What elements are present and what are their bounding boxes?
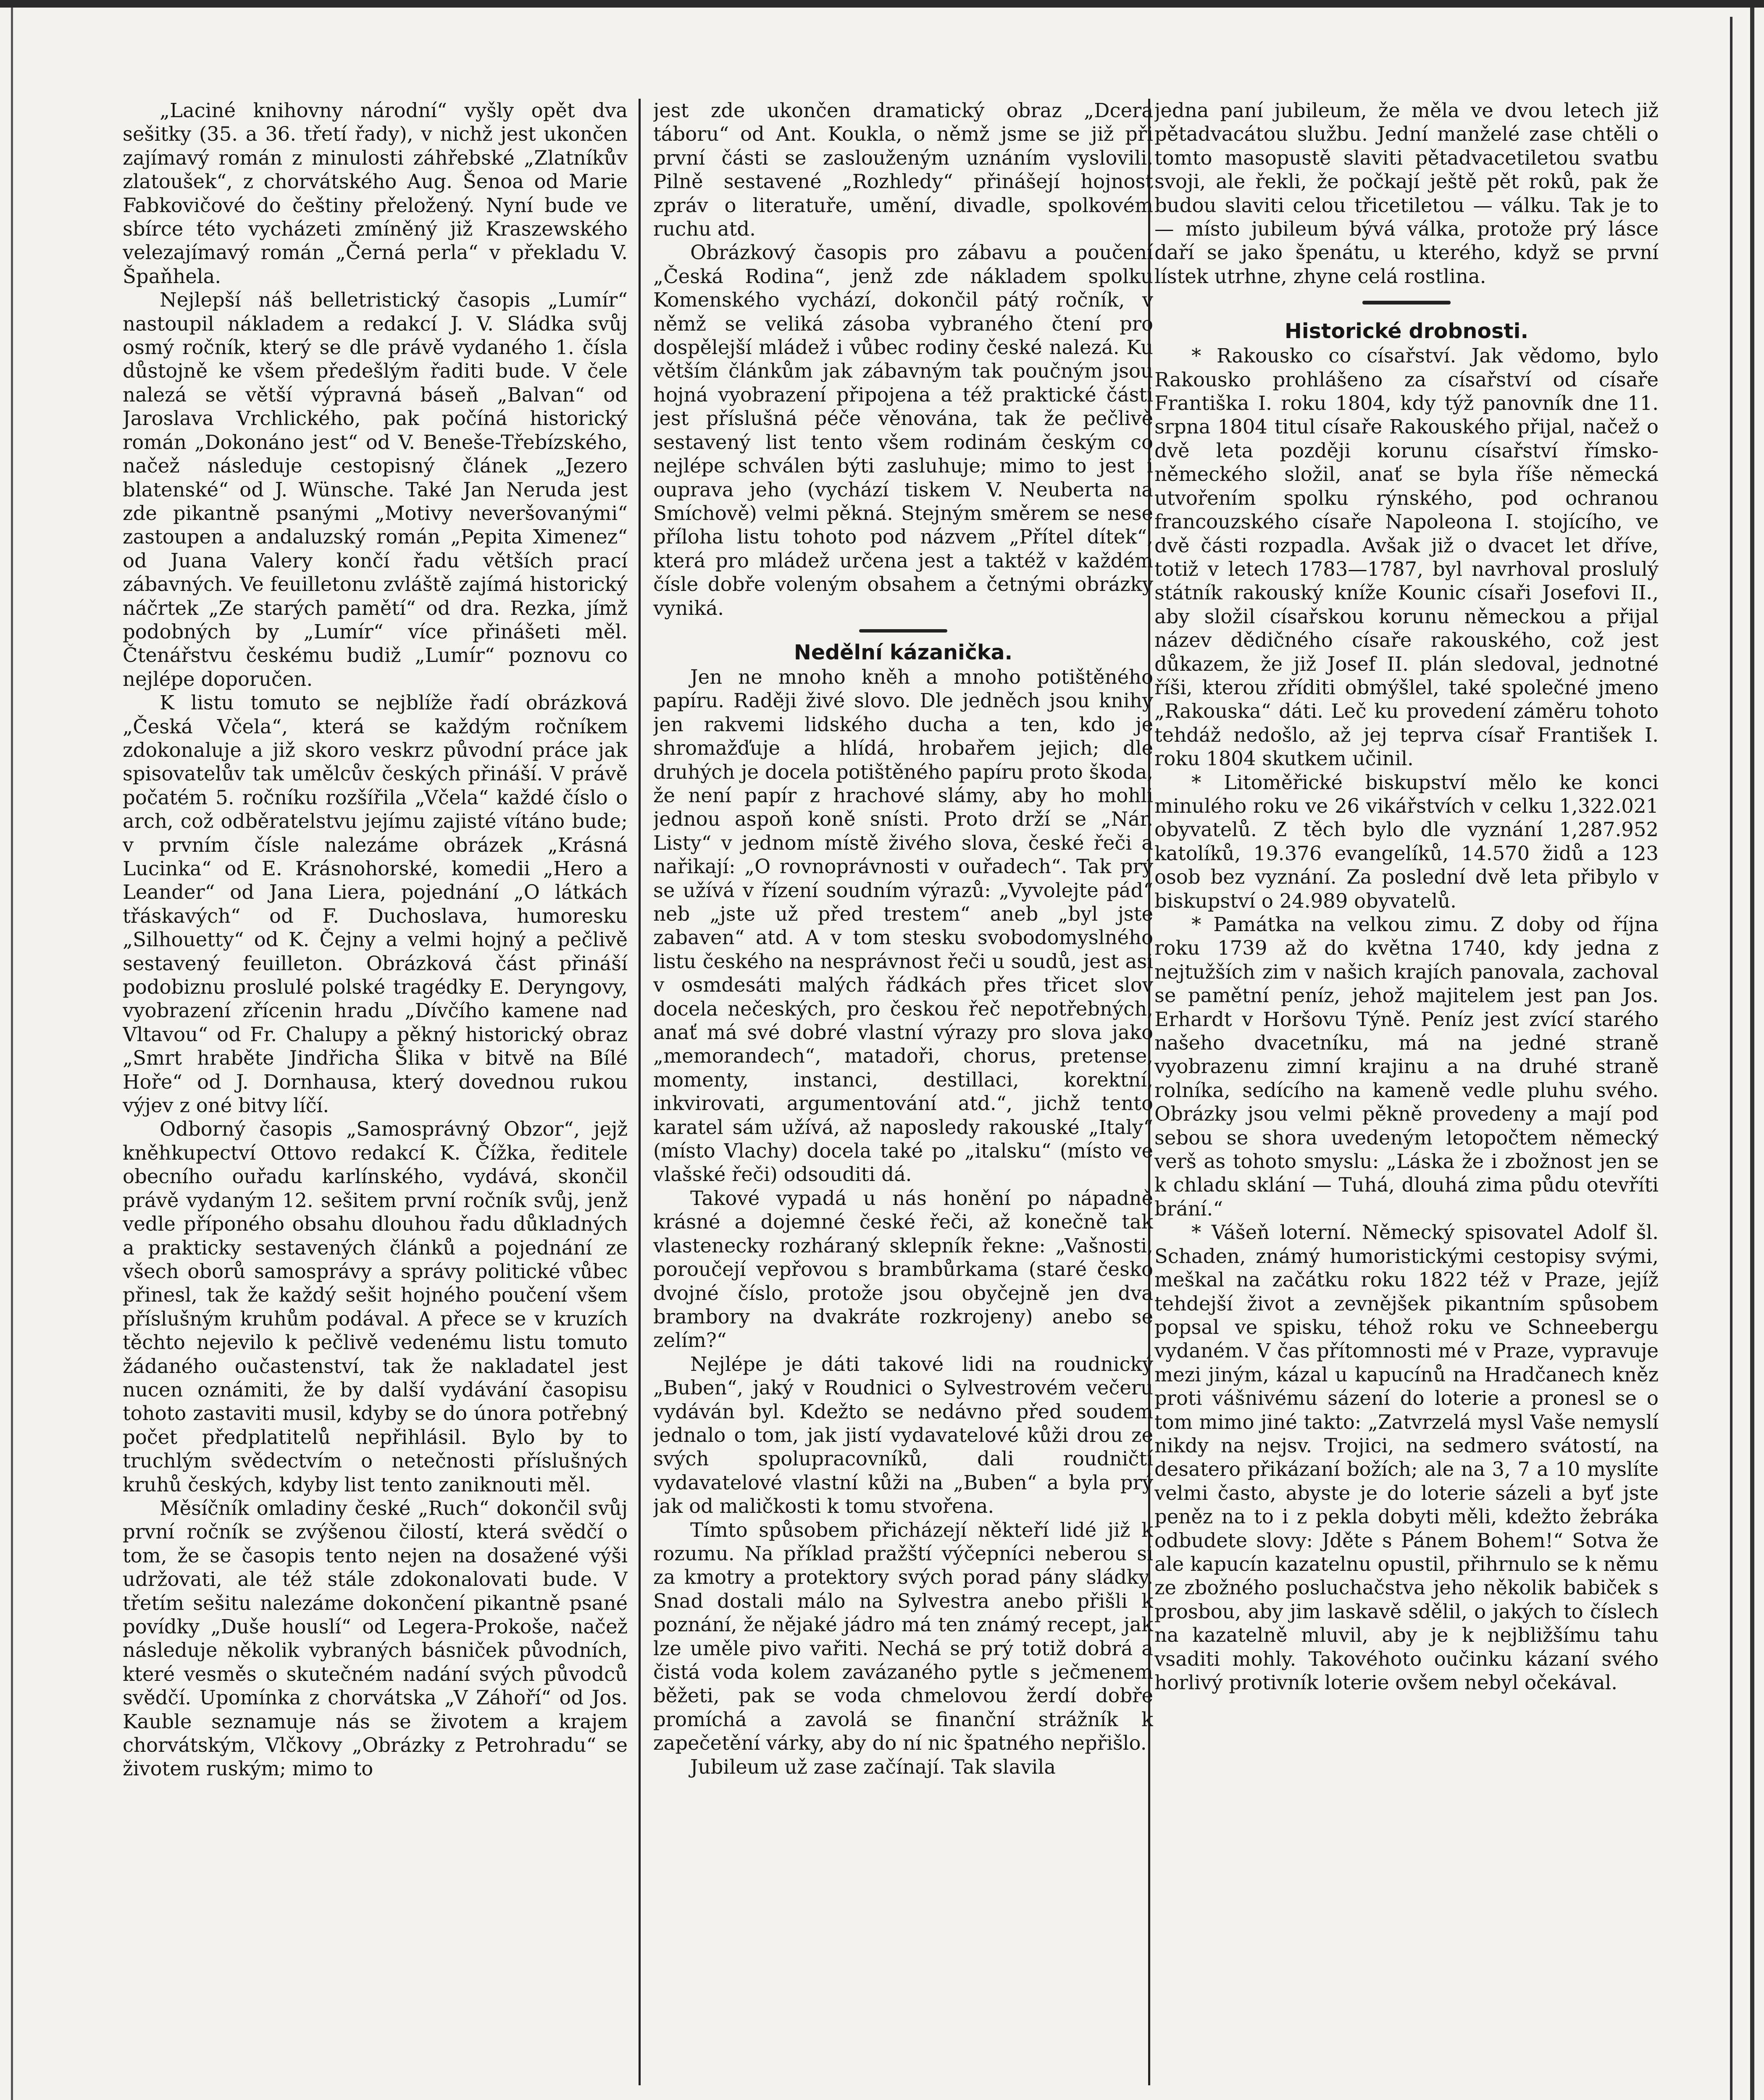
section-separator — [859, 629, 947, 633]
paragraph-kazanicka-4: Tímto spůsobem přicházejí někteří lidé již k rozumu. Na příklad pražští výčepníci neberou si za kmotry a protektory svých porad pány sládky. Snad dostali málo na Sylvestra anebo přišli k poznání, že nějaké jádro má ten známý recept, jak lze uměle pivo vařiti. Nechá se prý totiž dobrá a čistá voda kolem zavázaného pytle s ječmenem běžeti, pak se voda chmelovou žerdí dobře promíchá a zavolá se finanční strážník k zapečetění várky, aby do ní nic špatného nepřišlo. — [653, 1518, 1153, 1755]
top-edge-rule — [0, 0, 1764, 8]
paragraph-kazanicka-5: Jubileum už zase začínají. Tak slavila — [690, 1755, 1056, 1778]
paragraph-vasen-loterni: * Vášeň loterní. Německý spisovatel Adolf šl. Schaden, známý humoristickými cestopisy svými, meškal na začátku roku 1822 též v Praze, jejíž tehdejší život a zevnějšek pikantním spůsobem popsal ve spisku, téhož roku ve Schneebergu vydaném. V čas přítomnosti mé v Praze, vypravuje mezi jiným, kázal u kapucínů na Hradčanech kněz proti vášnivému sázení do loterie a pronesl se o tom mimo jiné takto: „Zatvrzelá mysl Vaše nemyslí nikdy na nejsv. Trojici, na sedmero svátostí, na desatero přikázaní božích; ale na 3, 7 a 10 myslíte velmi často, abyste je do loterie sázeli a byť jste peněz na to i z pekla dobyti měli, kdežto žebráka odbudete slovy: Jděte s Pánem Bohem!“ Sotva že ale kapucín kazatelnu opustil, přihrnulo se k němu ze zbožného posluchačstva jeho několik babiček s prosbou, aby jim laskavě sdělil, o jakých to číslech na kazatelně mluvil, aby je k nejbližšímu tahu vsaditi mohly. Takovéhoto oučinku kázaní svého horlivý protivník loterie ovšem nebyl očekával. — [1154, 1221, 1659, 1694]
column-3 — [1154, 99, 1659, 2100]
paragraph-kazanicka-2: Takové vypadá u nás honění po nápadně krásné a dojemné české řeči, až konečně tak vlastenecky rozhárаný sklepník řekne: „Vašnosti, poroučejí vepřovou s brambůrkama (staré česko dvojné číslo, protože jsou obyčejně jen dva brambory na dvakráte rozkrojeny) anebo se zelím?“ — [653, 1186, 1153, 1352]
paragraph-ruch: Měsíčník omladiny české „Ruch“ dokončil svůj první ročník se zvýšenou čilostí, která svědčí o tom, že se časopis tento nejen na dosažené výši udržovati, ale též stále zdokonalovati bude. V třetím sešitu nalezáme dokončení pikantně psané povídky „Duše houslí“ od Legera-Prokoše, načež následuje několik vybraných básniček původních, které vesměs o skutečném nadání svých původců svědčí. Upomínka z chorvátska „V Záhoří“ od Jos. Kauble seznamuje nás se životem a krajem chorvátským, Vlčkovy „Obrázky z Petrohradu“ se životem ruským; mimo to — [123, 1496, 628, 1780]
paragraph-ceska-rodina: Obrázkový časopis pro zábavu a poučení „Česká Rodina“, jenž zde nákladem spolku Komenského vychází, dokončil pátý ročník, v němž se veliká zásoba vybraného čtení pro dospělejší mládež i vůbec rodiny české nalezá. Ku větším článkům jak zábavným tak poučným jsou hojná vyobrazení připojena a též praktické části jest příslušná péče věnována, tak že pečlivě sestavený list tento všem rodinám českým co nejlépe schválen býti zasluhuje; mimo to jest i oupravа jeho (vychází tiskem V. Neuberta na Smíchově) velmi pěkná. Stejným směrem se nese příloha listu tohoto pod názvem „Přítel dítek“, která pro mládež určena jest a taktéž v každém čísle dobře voleným obsahem a četnými obrázky vyniká. — [653, 241, 1153, 620]
paragraph-dcera-taboru: jest zde ukončen dramatický obraz „Dcera táboru“ od Ant. Koukla, o němž jsme se již při první části se zaslouženým uznáním vyslovili. Pilně sestavené „Rozhledy“ přinášejí hojnost zpráv o literatuře, umění, divadle, spolkovém ruchu atd. — [653, 99, 1153, 241]
section-heading-historicke-drobnosti: Historické drobnosti. — [1284, 319, 1529, 344]
column-divider-1 — [639, 99, 641, 2085]
right-margin-rule — [1730, 17, 1732, 2100]
column-2 — [653, 99, 1153, 2100]
paragraph-jubileum: jedna paní jubileum, že měla ve dvou letech již pětadvacátou službu. Jední manželé zase chtěli o tomto masopustě slaviti pětadvacetiletou svatbu svoji, ale řekli, že počkají ještě pět roků, pak že budou slaviti celou třicetiletou — válku. Tak je to — místo jubileum bývá válka, protože prý lásce daří se jako špenátu, u kterého, když se první lístek utrhne, zhyne celá rostlina. — [1154, 99, 1659, 288]
paragraph-litomericke-biskupstvi: * Litoměřické biskupství mělo ke konci minulého roku ve 26 vikářstvích v celku 1,322.021 obyvatelů. Z těch bylo dle vyznání 1,287.952 katolíků, 19.376 evangelíků, 14.570 židů a 123 osob bez vyznání. Za poslední dvě leta přibylo v biskupství o 24.989 obyvatelů. — [1154, 771, 1659, 912]
paragraph-ceska-vcela: K listu tomuto se nejblíže řadí obrázková „Česká Včela“, která se každým ročníkem zdokonaluje a již skoro veskrz původní práce jak spisovatelův tak umělcův českých přináší. V právě počatém 5. ročníku rozšířila „Včela“ každé číslo o arch, což odběratelstvu jejímu zajisté vítáno bude; v prvním čísle nalezáme obrázek „Krásná Lucinka“ od E. Krásnohorské, komedii „Hero a Leander“ od Jana Liera, pojednání „O látkách třáskavých“ od F. Duchoslava, humoresku „Silhouetty“ od K. Čejny a velmi hojný a pečlivě sestavený feuilleton. Obrázková část přináší podobiznu proslulé polské tragédky E. Deryngovy, vyobrazení zřícenin hradu „Dívčího kamene nad Vltavou“ od Fr. Chalupy a pěkný historický obraz „Smrt hraběte Jindřicha Šlika v bitvě na Bílé Hoře“ od J. Dornhausa, který dovednou rukou výjev z oné bitvy líčí. — [123, 691, 628, 1117]
column-1 — [123, 99, 628, 2100]
paragraph-laciné-knihovny: „Laciné knihovny národní“ vyšly opět dva sešitky (35. a 36. třetí řady), v nichž jest ukončen zajímavý román z minulosti záhřebské „Zlatníkův zlatoušek“, z chorvátského Aug. Šenoa od Marie Fabkovičové do češtiny přeložený. Nyní bude ve sbírce této vycházeti zmíněný již Kraszewského velezajímavý román „Černá perla“ v překladu V. Špaňhela. — [123, 99, 628, 288]
paragraph-samospravny-obzor: Odborný časopis „Samosprávný Obzor“, jejž kněhkupectví Ottovo redakcí K. Čížka, ředitele obecního ouřadu karlínského, vydává, skončil právě vydaným 12. sešitem první ročník svůj, jenž vedle příponého obsahu dlouhou řadu důkladných a prakticky sestavených článků a pojednání ze všech oborů samosprávy a správy politické vůbec přinesl, tak že každý sešit hojného poučení všem příslušným kruhům podával. A přece se v kruzích těchto nejevilo k pečlivě vedenému listu tomuto žádaného oučastenství, tak že nakladatel jest nucen oznámiti, že by další vydávání časopisu tohoto zastaviti musil, kdyby se do února potřebný počet předplatitelů nepřihlásil. Bylo by to truchlým svědectvím o netečnosti příslušných kruhů českých, kdyby list tento zaniknouti měl. — [123, 1118, 628, 1496]
paragraph-rakousko-cisarstvi: * Rakousko co císařství. Jak vědomo, bylo Rakousko prohlášeno za císařství od císaře Františka I. roku 1804, kdy týž panovník dne 11. srpna 1804 titul císaře Rakouského přijal, načež o dvě leta později korunu císařství římsko-německého složil, anať se byla říše německá utvořením spolku rýnského, pod ochranou francouzského císaře Napoleona I. stojícího, ve dvě části rozpadla. Avšak již o dvacet let dříve, totiž v letech 1783—1787, byl navrhoval proslulý státník rakouský kníže Kounic císaři Josefovi II., aby složil císařskou korunu německou a přijal název dědičného císaře rakouského, což jest důkazem, že již Josef II. plán sledoval, jednotné říši, kterou zříditi obmýšlel, také společné jmeno „Rakouska“ dáti. Leč ku provedení záměru tohoto tehdáž nedošlo, až jej teprva císař František I. roku 1804 skutkem učinil. — [1154, 344, 1659, 770]
section-separator — [1362, 301, 1451, 304]
paragraph-kazanicka-1: Jen ne mnoho kněh a mnoho potištěného papíru. Raději živé slovo. Dle jedněch jsou knihy jen rakvemi lidského ducha a ten, kdo je shromažďuje a hlídá, hrobařem jejich; dle druhých je docela potištěného papíru proto škoda, že není papír z hrachové slámy, aby ho mohli jednou aspoň koně snísti. Proto drží se „Nár. Listy“ v jednom místě živého slova, české řeči a nařikají: „O rovnoprávnosti v ouřadech“. Tak prý se užívá v řízení soudním výrazů: „Vyvolejte pád“ neb „jste už před trestem“ aneb „byl jste zabaven“ atd. A v tom stesku svobodomyslného listu českého na nesprávnost řeči u soudů, jest asi v osmdesáti malých řádkách přes třicet slov docela nečeských, pro českou řeč nepotřebných, anať má své dobré vlastní výrazy pro slova jako „memorandech“, matadoři, chorus, pretense, momenty, instanci, destillaci, korektní, inkvirovati, argumentování atd.“, jichž tento karatel sám užívá, až naposledy rakouské „Italy“ (místo Vlachy) docela také po „italsku“ (místo ve vlašské řeči) odsouditi dá. — [653, 665, 1153, 1186]
section-heading-nedelni-kazanicka: Nedělní kázanička. — [794, 640, 1013, 664]
paragraph-kazanicka-3: Nejlépe je dáti takové lidi na roudnický „Buben“, jaký v Roudnici o Sylvestrovém večeru vydáván byl. Kdežto se nedávno před soudem jednalo o tom, jak jistí vydavatelové kůži drou ze svých spolupracovníků, dali roudničtí vydavatelové vlastní kůži na „Buben“ a byla prý jak od maličkosti k tomu stvořena. — [653, 1352, 1153, 1518]
paragraph-lumir: Nejlepší náš belletristický časopis „Lumír“ nastoupil nákladem a redakcí J. V. Sládka svůj osmý ročník, který se dle právě vydaného 1. čísla důstojně ke všem předešlým řaditi bude. V čele nalezá se větší výpravná báseň „Balvan“ od Jaroslava Vrchlického, pak počíná historický román „Dokonáno jest“ od V. Beneše-Třebízského, načež následuje cestopisný článek „Jezero blatenské“ od J. Wünsche. Také Jan Neruda jest zde pikantně psanými „Motivy neveršovanými“ zastoupen a andaluzský román „Pepita Ximenez“ od Juana Valery končí řadu větších prací zábavných. Ve feuilletonu zvláště zajímá historický náčrtek „Ze starých pamětí“ od dra. Rezka, jímž podobných by „Lumír“ více přinášeti měl. Čtenářstvu českému budiž „Lumír“ poznovu co nejlépe doporučen. — [123, 289, 628, 690]
paragraph-pamatka-zima: * Památka na velkou zimu. Z doby od října roku 1739 až do května 1740, kdy jedna z nejtužších zim v našich krajích panovala, zachoval se pamětní peníz, jehož majitelem jest pan Jos. Erhardt v Horšovu Týně. Peníz jest zvící starého našeho dvacetníku, má na jedné straně vyobrazenu zimní krajinu a na druhé straně rolníka, sedícího na kameně vedle pluhu svého. Obrázky jsou velmi pěkně provedeny a mají pod sebou se shora uvedeným letopočtem německý verš as tohoto smyslu: „Láska že i zbožnost jen se k chladu sklání — Tuhá, dlouhá zima půdu otevříti brání.“ — [1154, 913, 1659, 1220]
